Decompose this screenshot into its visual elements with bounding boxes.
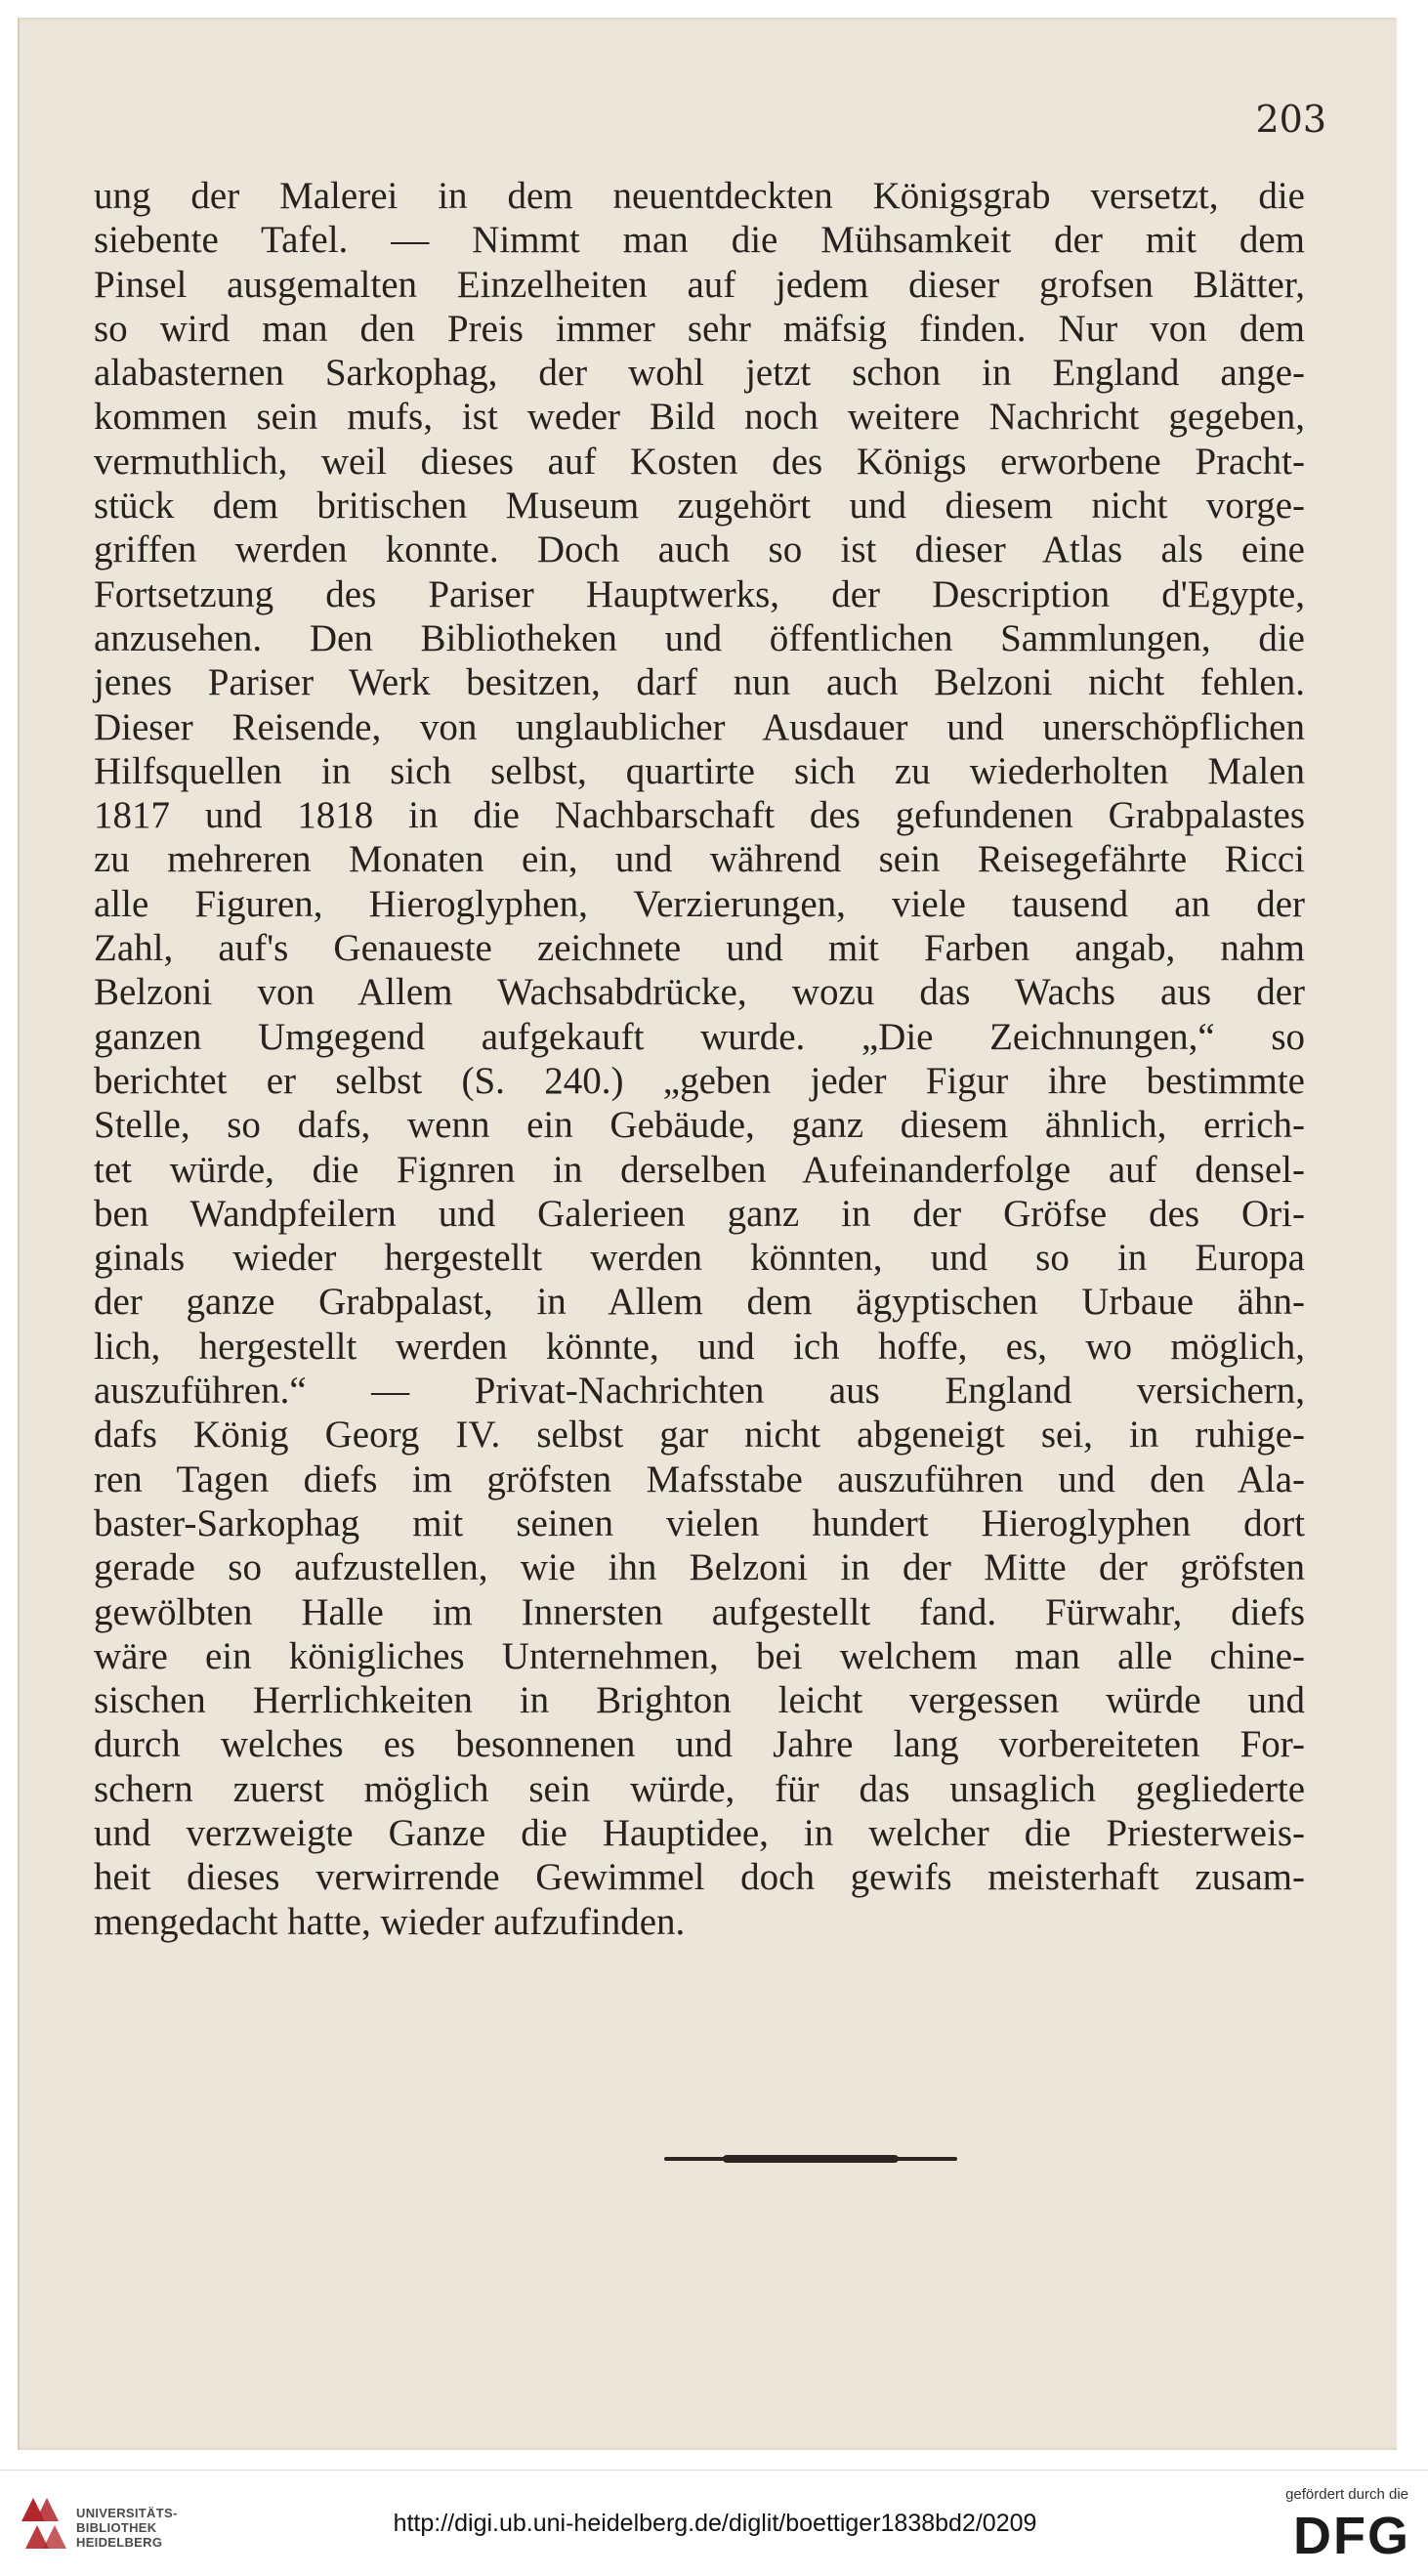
book-page (18, 18, 1403, 2450)
text-line: auszuführen.“ — Privat-Nachrichten aus England versichern, (94, 1370, 1305, 1413)
page-number: 203 (1255, 98, 1326, 141)
text-line: so wird man den Preis immer sehr mäfsig finden. Nur von dem (94, 307, 1305, 350)
library-logo[interactable] (16, 2492, 211, 2560)
text-line: und verzweigte Ganze die Hauptidee, in welcher die Priesterweis- (94, 1811, 1305, 1854)
text-line: zu mehreren Monaten ein, und während sein Reisegefährte Ricci (94, 838, 1305, 881)
text-line: stück dem britischen Museum zugehört und diesem nicht vorge- (94, 485, 1305, 528)
text-line: ren Tagen diefs im gröfsten Mafsstabe auszuführen und den Ala- (94, 1457, 1305, 1500)
text-line: siebente Tafel. — Nimmt man die Mühsamkeit der mit dem (94, 219, 1305, 262)
text-line: ben Wandpfeilern und Galerieen ganz in der Gröfse des Ori- (94, 1192, 1305, 1235)
text-line: griffen werden konnte. Doch auch so ist dieser Atlas als eine (94, 528, 1305, 571)
text-line: baster-Sarkophag mit seinen vielen hundert Hieroglyphen dort (94, 1501, 1305, 1544)
text-line: alle Figuren, Hieroglyphen, Verzierungen, viele tausend an der (94, 882, 1305, 925)
text-line: gewölbten Halle im Innersten aufgestellt fand. Fürwahr, diefs (94, 1590, 1305, 1633)
text-line: dafs König Georg IV. selbst gar nicht abgeneigt sei, in ruhige- (94, 1414, 1305, 1457)
text-line: sischen Herrlichkeiten in Brighton leicht vergessen würde und (94, 1679, 1305, 1722)
text-line: schern zuerst möglich sein würde, für das unsaglich gegliederte (94, 1767, 1305, 1810)
library-name-line: BIBLIOTHEK (76, 2520, 157, 2535)
viewer-footer (0, 2470, 1428, 2576)
text-line: Hilfsquellen in sich selbst, quartirte sich zu wiederholten Malen (94, 749, 1305, 792)
text-line: lich, hergestellt werden könnte, und ich hoffe, es, wo möglich, (94, 1325, 1305, 1368)
text-line: wäre ein königliches Unternehmen, bei welchem man alle chine- (94, 1634, 1305, 1677)
text-line: vermuthlich, weil dieses auf Kosten des Königs erworbene Pracht- (94, 440, 1305, 483)
end-ornament-rule (664, 2157, 957, 2161)
funder-block (1239, 2486, 1414, 2568)
permalink-url[interactable]: http://digi.ub.uni-heidelberg.de/diglit/boettiger1838bd2/0209 (393, 2510, 1037, 2537)
text-line: Dieser Reisende, von unglaublicher Ausdauer und unerschöpflichen (94, 705, 1305, 748)
page-edge (1397, 0, 1428, 2470)
text-line: ganzen Umgegend aufgekauft wurde. „Die Zeichnungen,“ so (94, 1015, 1305, 1058)
text-line: jenes Pariser Werk besitzen, darf nun auch Belzoni nicht fehlen. (94, 661, 1305, 704)
text-line: gerade so aufzustellen, wie ihn Belzoni in der Mitte der gröfsten (94, 1546, 1305, 1589)
text-line: 1817 und 1818 in die Nachbarschaft des gefundenen Grabpalastes (94, 794, 1305, 837)
text-line: anzusehen. Den Bibliotheken und öffentlichen Sammlungen, die (94, 616, 1305, 659)
library-seal-icon (16, 2492, 70, 2555)
text-line: Stelle, so dafs, wenn ein Gebäude, ganz diesem ähnlich, errich- (94, 1104, 1305, 1147)
text-line: ung der Malerei in dem neuentdeckten Königsgrab versetzt, die (94, 175, 1305, 217)
library-name-line: UNIVERSITÄTS- (76, 2506, 178, 2520)
library-name-line: HEIDELBERG (76, 2535, 163, 2550)
text-line: tet würde, die Fignren in derselben Aufeinanderfolge auf densel- (94, 1148, 1305, 1191)
text-line: der ganze Grabpalast, in Allem dem ägyptischen Urbaue ähn- (94, 1281, 1305, 1324)
text-line: alabasternen Sarkophag, der wohl jetzt schon in England ange- (94, 352, 1305, 395)
text-line: durch welches es besonnenen und Jahre lang vorbereiteten For- (94, 1723, 1305, 1766)
text-line: kommen sein mufs, ist weder Bild noch weitere Nachricht gegeben, (94, 396, 1305, 439)
library-name (76, 2506, 178, 2550)
text-line: berichtet er selbst (S. 240.) „geben jeder Figur ihre bestimmte (94, 1059, 1305, 1102)
dfg-logo[interactable]: DFG (1293, 2507, 1410, 2565)
funding-note: gefördert durch die (1285, 2486, 1408, 2503)
text-line: Zahl, auf's Genaueste zeichnete und mit Farben angab, nahm (94, 927, 1305, 970)
text-line: mengedacht hatte, wieder aufzufinden. (94, 1900, 686, 1943)
text-line: ginals wieder hergestellt werden könnten, und so in Europa (94, 1237, 1305, 1280)
text-line: heit dieses verwirrende Gewimmel doch gewifs meisterhaft zusam- (94, 1856, 1305, 1899)
text-line: Belzoni von Allem Wachsabdrücke, wozu das Wachs aus der (94, 971, 1305, 1014)
text-line: Fortsetzung des Pariser Hauptwerks, der Description d'Egypte, (94, 572, 1305, 615)
text-line: Pinsel ausgemalten Einzelheiten auf jedem dieser grofsen Blätter, (94, 263, 1305, 306)
body-text (94, 174, 1305, 1944)
